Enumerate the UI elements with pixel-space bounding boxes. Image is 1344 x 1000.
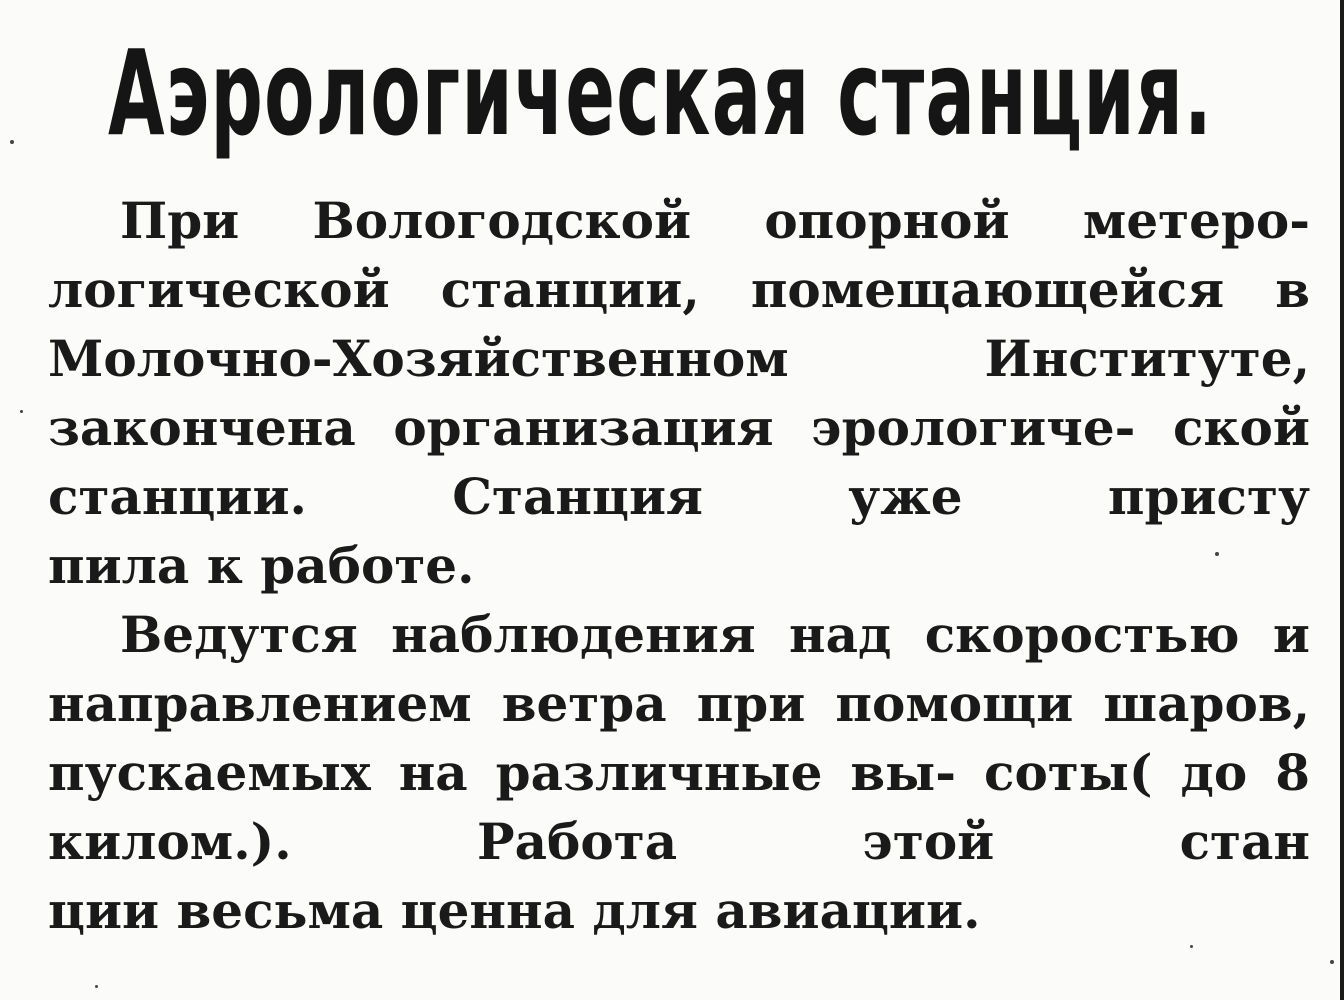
article-headline: Аэрологическая станция. bbox=[108, 24, 1214, 162]
print-speck bbox=[1330, 960, 1334, 964]
paragraph-2-end bbox=[48, 876, 1310, 945]
text-line: соты( до 8 килом.). Работа этой стан bbox=[48, 743, 1310, 871]
print-speck bbox=[20, 410, 23, 413]
text-line: и направлением ветра при помощи bbox=[48, 605, 1310, 733]
text-line: закончена организация эрологиче- bbox=[48, 398, 1136, 457]
text-line: ской станции. Станция уже присту bbox=[48, 398, 1310, 526]
column-rule bbox=[1340, 0, 1344, 1000]
text-line: При Вологодской опорной метеро- bbox=[120, 191, 1310, 250]
text-line: логической станции, помещающейся в bbox=[48, 260, 1310, 319]
text-line: шаров, пускаемых на различные вы- bbox=[48, 674, 1310, 802]
print-speck bbox=[1190, 945, 1193, 948]
text-line: Ведутся наблюдения над скоростью bbox=[120, 605, 1240, 664]
text-line: пила к работе. bbox=[48, 536, 475, 595]
print-speck bbox=[95, 985, 98, 988]
print-speck bbox=[10, 140, 14, 144]
paragraph-2 bbox=[48, 600, 1310, 876]
text-line: ции весьма ценна для авиации. bbox=[48, 881, 981, 940]
text-line: Молочно-Хозяйственном Институте, bbox=[48, 329, 1310, 388]
article-body bbox=[48, 186, 1310, 945]
print-speck bbox=[1215, 552, 1219, 556]
paragraph-1-end bbox=[48, 531, 1310, 600]
paragraph-1 bbox=[48, 186, 1310, 531]
